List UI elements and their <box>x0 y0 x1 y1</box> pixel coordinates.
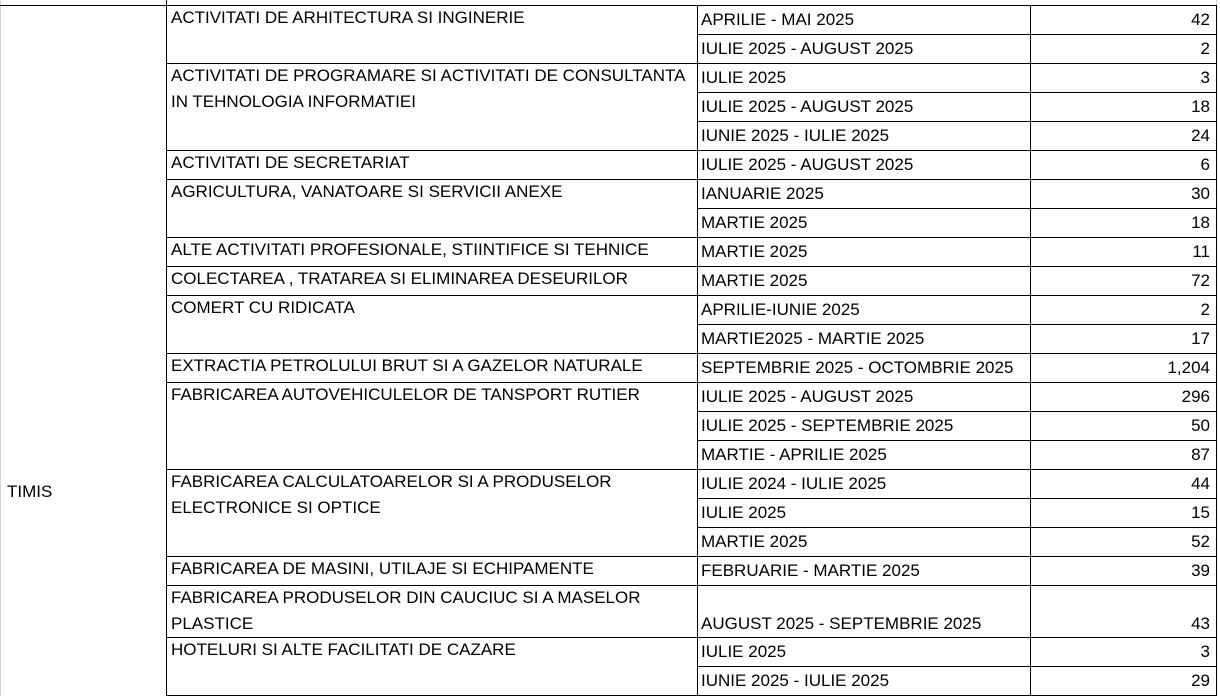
count-cell[interactable]: 39 <box>1191 561 1210 580</box>
activity-cell[interactable] <box>166 556 697 585</box>
activity-label: ACTIVITATI DE SECRETARIAT <box>171 153 410 172</box>
count-cell[interactable]: 44 <box>1191 474 1210 493</box>
count-cell[interactable]: 24 <box>1191 126 1210 145</box>
activity-cell[interactable] <box>166 469 697 556</box>
top-border <box>0 5 166 6</box>
count-cell[interactable]: 11 <box>1192 242 1210 261</box>
activity-cell[interactable] <box>166 150 697 179</box>
period-cell[interactable]: MARTIE 2025 <box>701 242 808 261</box>
count-cell[interactable]: 29 <box>1191 671 1210 690</box>
activity-label: PLASTICE <box>171 614 254 633</box>
count-cell[interactable]: 72 <box>1191 271 1210 290</box>
period-cell[interactable]: IULIE 2025 <box>701 68 787 87</box>
activity-label: AGRICULTURA, VANATOARE SI SERVICII ANEXE <box>171 182 563 201</box>
count-cell[interactable]: 3 <box>1200 68 1210 87</box>
activity-label: COMERT CU RIDICATA <box>171 298 355 317</box>
period-cell[interactable]: IULIE 2025 - AUGUST 2025 <box>701 155 914 174</box>
count-cell[interactable]: 15 <box>1191 503 1210 522</box>
period-cell[interactable]: AUGUST 2025 - SEPTEMBRIE 2025 <box>701 614 982 633</box>
count-cell[interactable]: 6 <box>1200 155 1210 174</box>
activity-label: FABRICAREA CALCULATOARELOR SI A PRODUSELOR <box>171 472 612 491</box>
activity-label: FABRICAREA DE MASINI, UTILAJE SI ECHIPAMENTE <box>171 559 594 578</box>
period-cell[interactable]: MARTIE2025 - MARTIE 2025 <box>701 329 925 348</box>
period-cell[interactable]: APRILIE - MAI 2025 <box>701 10 855 29</box>
activity-cell[interactable] <box>166 295 697 353</box>
activity-cell[interactable] <box>166 237 697 266</box>
period-cell[interactable]: IULIE 2025 <box>701 503 787 522</box>
count-cell[interactable]: 42 <box>1191 10 1210 29</box>
count-cell[interactable]: 3 <box>1200 642 1210 661</box>
activity-cell[interactable] <box>166 585 697 637</box>
activity-label: FABRICAREA PRODUSELOR DIN CAUCIUC SI A MASELOR <box>171 588 641 607</box>
column-border <box>1030 5 1031 696</box>
activity-cell[interactable] <box>166 63 697 150</box>
activity-label: HOTELURI SI ALTE FACILITATI DE CAZARE <box>171 640 516 659</box>
period-cell[interactable]: APRILIE-IUNIE 2025 <box>701 300 860 319</box>
period-cell[interactable]: IULIE 2025 - SEPTEMBRIE 2025 <box>701 416 954 435</box>
period-cell[interactable]: IULIE 2025 <box>701 642 787 661</box>
activity-cell[interactable] <box>166 266 697 295</box>
count-cell[interactable]: 2 <box>1200 39 1210 58</box>
period-cell[interactable]: SEPTEMBRIE 2025 - OCTOMBRIE 2025 <box>701 358 1014 377</box>
count-cell[interactable]: 43 <box>1191 614 1210 633</box>
activity-cell[interactable] <box>166 5 697 63</box>
period-cell[interactable]: IANUARIE 2025 <box>701 184 824 203</box>
county-cell[interactable]: TIMIS <box>7 482 53 501</box>
activity-label: COLECTAREA , TRATAREA SI ELIMINAREA DESEURILOR <box>171 269 628 288</box>
period-cell[interactable]: IUNIE 2025 - IULIE 2025 <box>701 671 890 690</box>
activity-cell[interactable] <box>166 353 697 382</box>
activity-label: ACTIVITATI DE ARHITECTURA SI INGINERIE <box>171 8 525 27</box>
count-cell[interactable]: 18 <box>1191 213 1210 232</box>
column-border <box>166 0 167 696</box>
count-cell[interactable]: 1,204 <box>1167 358 1210 377</box>
count-cell[interactable]: 50 <box>1191 416 1210 435</box>
period-cell[interactable]: MARTIE 2025 <box>701 271 808 290</box>
activity-label: EXTRACTIA PETROLULUI BRUT SI A GAZELOR NATURALE <box>171 356 643 375</box>
column-border <box>697 5 698 696</box>
period-cell[interactable]: MARTIE - APRILIE 2025 <box>701 445 887 464</box>
grid-edge-left <box>0 0 1 696</box>
period-cell[interactable]: IUNIE 2025 - IULIE 2025 <box>701 126 890 145</box>
count-cell[interactable]: 17 <box>1191 329 1210 348</box>
period-cell[interactable]: MARTIE 2025 <box>701 532 808 551</box>
activity-label: FABRICAREA AUTOVEHICULELOR DE TANSPORT RUTIER <box>171 385 640 404</box>
activity-label: ACTIVITATI DE PROGRAMARE SI ACTIVITATI DE CONSULTANTA <box>171 66 686 85</box>
period-cell[interactable]: IULIE 2025 - AUGUST 2025 <box>701 39 914 58</box>
activity-label: ELECTRONICE SI OPTICE <box>171 498 381 517</box>
count-cell[interactable]: 296 <box>1181 387 1210 406</box>
period-cell[interactable]: IULIE 2024 - IULIE 2025 <box>701 474 887 493</box>
count-cell[interactable]: 30 <box>1191 184 1210 203</box>
period-cell[interactable]: FEBRUARIE - MARTIE 2025 <box>701 561 920 580</box>
activity-cell[interactable] <box>166 637 697 695</box>
count-cell[interactable]: 52 <box>1191 532 1210 551</box>
period-cell[interactable]: IULIE 2025 - AUGUST 2025 <box>701 387 914 406</box>
activity-cell[interactable] <box>166 382 697 469</box>
period-cell[interactable]: MARTIE 2025 <box>701 213 808 232</box>
count-cell[interactable]: 87 <box>1191 445 1210 464</box>
activity-label: ALTE ACTIVITATI PROFESIONALE, STIINTIFICE SI TEHNICE <box>171 240 649 259</box>
activity-cell[interactable] <box>166 179 697 237</box>
column-border <box>1216 5 1217 696</box>
activity-label: IN TEHNOLOGIA INFORMATIEI <box>171 92 416 111</box>
period-cell[interactable]: IULIE 2025 - AUGUST 2025 <box>701 97 914 116</box>
count-cell[interactable]: 2 <box>1200 300 1210 319</box>
count-cell[interactable]: 18 <box>1191 97 1210 116</box>
